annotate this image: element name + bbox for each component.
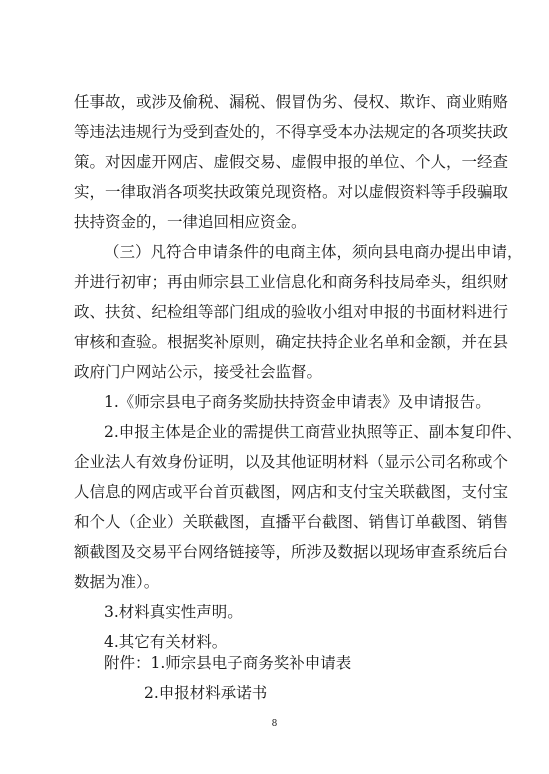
list-item: 4.其它有关材料。 xyxy=(104,633,228,651)
body-text-line: 策。对因虚开网店、虚假交易、虚假申报的单位、个人，一经查 xyxy=(74,153,509,171)
list-item: 2.申报主体是企业的需提供工商营业执照等正、副本复印件、 xyxy=(104,423,522,441)
body-text-line: 政府门户网站公示，接受社会监督。 xyxy=(74,363,323,381)
body-text-line: （三）凡符合申请条件的电商主体，须向县电商办提出申请， xyxy=(104,243,523,261)
page-number: 8 xyxy=(271,719,278,729)
list-item: 3.材料真实性声明。 xyxy=(104,603,243,621)
list-item: 1.《师宗县电子商务奖励扶持资金申请表》及申请报告。 xyxy=(104,393,491,411)
body-text-line: 等违法违规行为受到查处的，不得享受本办法规定的各项奖扶政 xyxy=(74,123,509,141)
body-text-line: 企业法人有效身份证明，以及其他证明材料（显示公司名称或个 xyxy=(74,453,509,471)
body-text-line: 和个人（企业）关联截图，直播平台截图、销售订单截图、销售 xyxy=(74,513,509,531)
body-text-line: 人信息的网店或平台首页截图，网店和支付宝关联截图，支付宝 xyxy=(74,483,509,501)
attachment-line: 2.申报材料承诺书 xyxy=(144,684,268,702)
body-text-line: 扶持资金的，一律追回相应资金。 xyxy=(74,213,307,231)
body-text-line: 审核和查验。根据奖补原则，确定扶持企业名单和金额，并在县 xyxy=(74,333,509,351)
attachment-line: 附件：1.师宗县电子商务奖补申请表 xyxy=(104,654,352,672)
body-text-line: 额截图及交易平台网络链接等，所涉及数据以现场审查系统后台 xyxy=(74,543,509,561)
body-text-line: 数据为准）。 xyxy=(74,573,160,591)
body-text-line: 任事故，或涉及偷税、漏税、假冒伪劣、侵权、欺诈、商业贿赂 xyxy=(74,93,509,111)
body-text-line: 政、扶贫、纪检组等部门组成的验收小组对申报的书面材料进行 xyxy=(74,303,509,321)
body-text-line: 并进行初审；再由师宗县工业信息化和商务科技局牵头，组织财 xyxy=(74,273,509,291)
body-text-line: 实，一律取消各项奖扶政策兑现资格。对以虚假资料等手段骗取 xyxy=(74,183,509,201)
